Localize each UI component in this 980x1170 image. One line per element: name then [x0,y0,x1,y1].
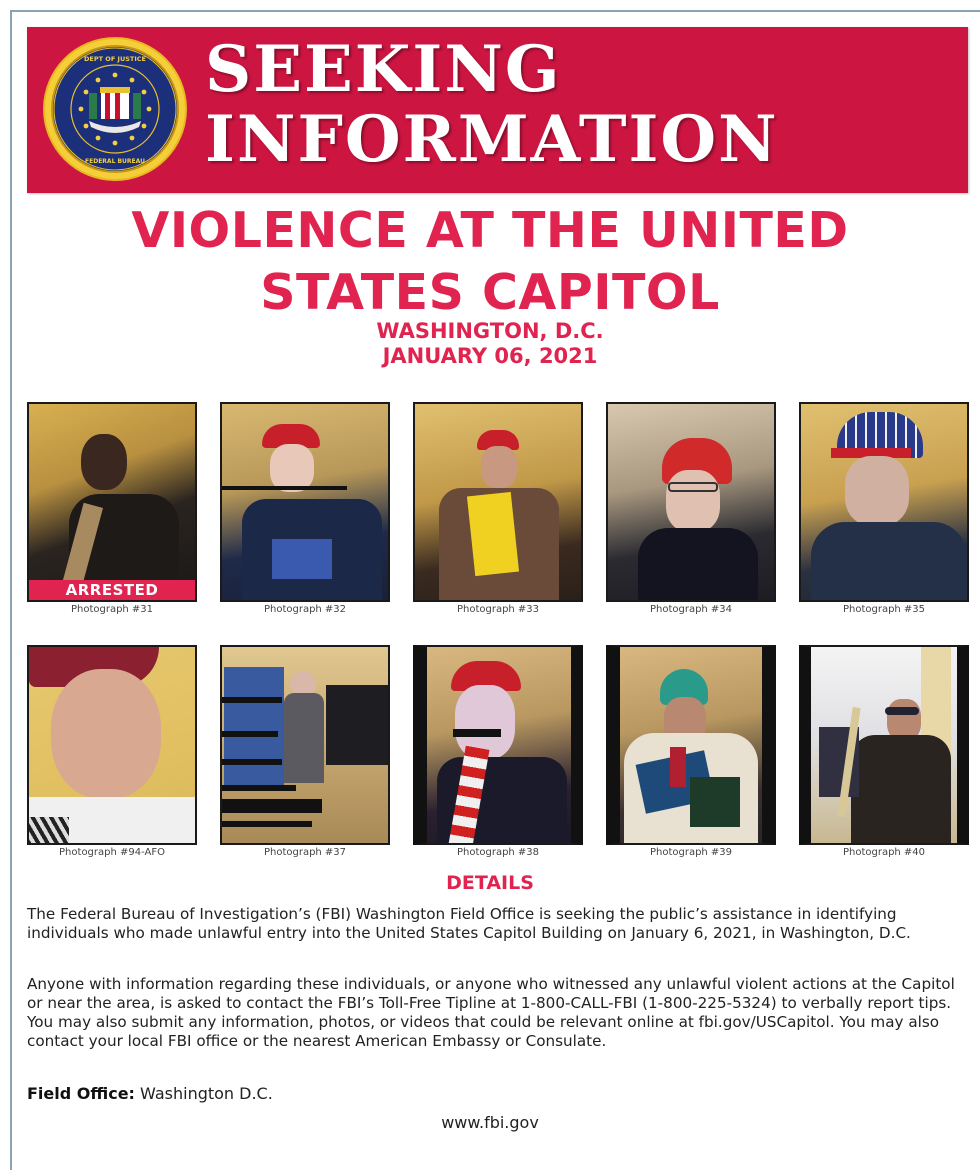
photograph-38 [413,645,583,845]
banner-title [205,32,779,177]
svg-text:DEPT OF JUSTICE: DEPT OF JUSTICE [84,55,146,63]
photograph-94-afo [27,645,197,845]
arrested-badge: ARRESTED [29,580,195,600]
photo-card [606,402,776,615]
date: JANUARY 06, 2021 [382,344,598,368]
photograph-33 [413,402,583,602]
photo-card [799,645,969,858]
photo-caption: Photograph #31 [70,604,154,615]
photo-card [27,402,197,615]
headline-line1: VIOLENCE AT THE UNITED [131,202,849,259]
banner-title-line1: SEEKING [205,32,562,107]
headline-line2: STATES CAPITOL [260,264,720,321]
banner-title-line2: INFORMATION [205,102,779,177]
photograph-31 [27,402,197,602]
photo-card [220,402,390,615]
seeking-information-banner [27,27,968,193]
photo-caption: Photograph #40 [842,847,926,858]
field-office-label: Field Office: [27,1084,135,1103]
photo-caption: Photograph #35 [842,604,926,615]
photograph-40 [799,645,969,845]
field-office-value: Washington D.C. [134,1084,273,1103]
subheadline [0,319,980,369]
photo-card [220,645,390,858]
photo-caption: Photograph #37 [263,847,347,858]
svg-text:FEDERAL BUREAU: FEDERAL BUREAU [85,158,145,165]
photo-card [27,645,197,858]
photo-caption: Photograph #34 [649,604,733,615]
photo-card [606,645,776,858]
footer-url[interactable]: www.fbi.gov [441,1113,539,1132]
photo-caption: Photograph #32 [263,604,347,615]
photo-caption: Photograph #94-AFO [59,847,165,858]
photo-caption: Photograph #38 [456,847,540,858]
location: WASHINGTON, D.C. [376,319,604,343]
photograph-34 [606,402,776,602]
details-paragraph-2: Anyone with information regarding these individuals, or anyone who witnessed any unlawful violent actions at the Capitol or near the area, is asked to contact the FBI’s Toll-Free Tipline at 1-800-CALL-FBI (1-800-225-5324) to verbally report tips. You may also submit any information, photos, or videos that could be relevant online at fbi.gov/USCapitol. You may also contact your local FBI office or the nearest American Embassy or Consulate. [27,975,955,1050]
headline [0,200,980,324]
photograph-37 [220,645,390,845]
photo-card [799,402,969,615]
photo-card [413,645,583,858]
photo-card [413,402,583,615]
details-paragraph-1: The Federal Bureau of Investigation’s (FBI) Washington Field Office is seeking the public’s assistance in identifying individuals who made unlawful entry into the United States Capitol Building on January 6, 2021, in Washington, D.C. [27,905,911,942]
photograph-35 [799,402,969,602]
details-heading: DETAILS [446,872,534,894]
fbi-seal-icon [41,35,189,183]
field-office [27,1084,273,1103]
photograph-32 [220,402,390,602]
photograph-39 [606,645,776,845]
photo-caption: Photograph #33 [456,604,540,615]
photo-caption: Photograph #39 [649,847,733,858]
